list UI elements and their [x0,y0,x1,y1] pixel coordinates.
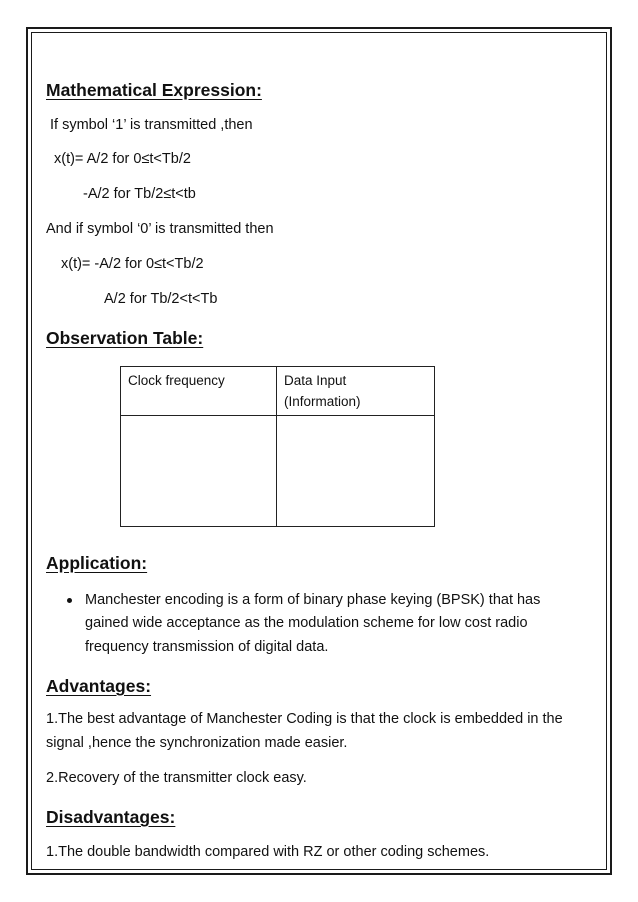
math-heading: Mathematical Expression: [46,80,262,100]
math-line-6: A/2 for Tb/2<t<Tb [104,291,218,307]
advantages-item-1-line-2: signal ,hence the synchronization made easier. [46,735,348,751]
advantages-item-1-line-1: 1.The best advantage of Manchester Coding is that the clock is embedded in the [46,711,563,727]
header-data-input [277,367,435,416]
table-cell-empty [121,416,277,527]
math-line-3: -A/2 for Tb/2≤t<tb [83,186,196,202]
math-line-4: And if symbol ‘0’ is transmitted then [46,221,274,237]
table-header-row [121,367,435,416]
bullet-icon [67,598,72,603]
math-line-1: If symbol ‘1’ is transmitted ,then [50,117,253,133]
application-heading: Application: [46,553,148,573]
math-line-5: x(t)= -A/2 for 0≤t<Tb/2 [61,256,204,272]
math-line-2: x(t)= A/2 for 0≤t<Tb/2 [54,151,191,167]
table-row [121,416,435,527]
information-label: (Information) [284,394,361,409]
advantages-item-2: 2.Recovery of the transmitter clock easy. [46,770,307,786]
application-line-1: Manchester encoding is a form of binary phase keying (BPSK) that has [85,592,541,608]
observation-heading: Observation Table: [46,328,204,348]
header-clock-frequency [121,367,277,416]
table-cell-empty [277,416,435,527]
data-input-label: Data Input [284,373,347,388]
observation-table [120,366,435,527]
application-line-2: gained wide acceptance as the modulation scheme for low cost radio [85,615,528,631]
advantages-heading: Advantages: [46,676,152,696]
disadvantages-item-1: 1.The double bandwidth compared with RZ or other coding schemes. [46,844,490,860]
clock-frequency-label: Clock frequency [128,373,225,388]
disadvantages-heading: Disadvantages: [46,807,176,827]
application-line-3: frequency transmission of digital data. [85,639,329,655]
